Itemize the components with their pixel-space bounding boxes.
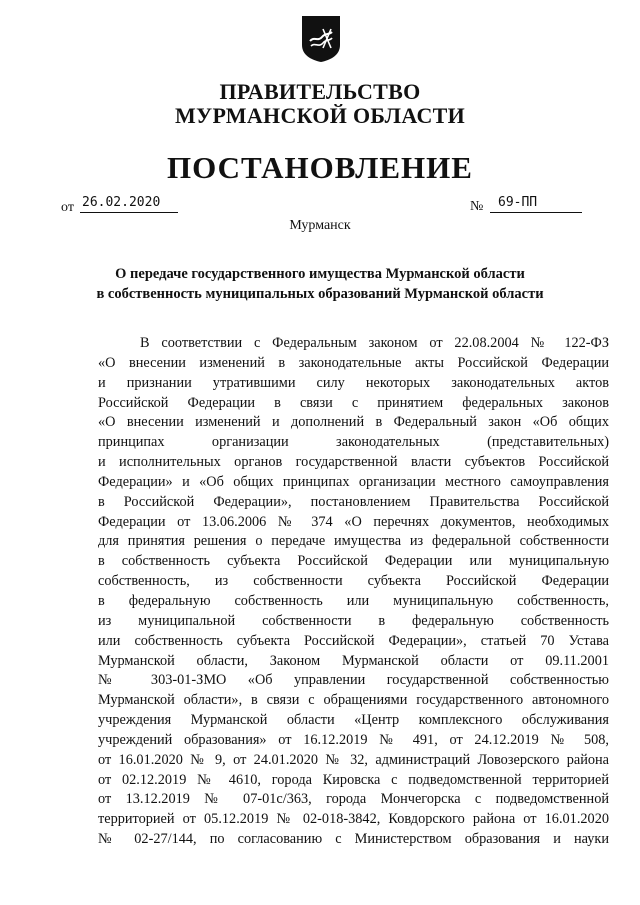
body-line: в собственность субъекта Российской Федерации или муниципальную (98, 553, 609, 570)
document-title-line2: в собственность муниципальных образований Мурманской области (96, 286, 544, 302)
document-title-line1: О передаче государственного имущества Мурманской области (115, 266, 525, 282)
body-line: от 16.01.2020 № 9, от 24.01.2020 № 32, администраций Ловозерского района (98, 751, 609, 768)
body-line: в федеральную собственность или муниципальную собственность, (98, 592, 609, 609)
coat-of-arms-emblem (301, 15, 341, 63)
body-line: или собственность субъекта Российской Федерации», статьей 70 Устава (98, 632, 609, 649)
body-line: территорией от 05.12.2019 № 02-018-3842, Ковдорского района от 16.01.2020 (98, 811, 609, 828)
city-name: Мурманск (289, 218, 351, 233)
government-name-line1: ПРАВИТЕЛЬСТВО (219, 79, 421, 104)
document-date: 26.02.2020 (80, 194, 178, 213)
body-line: «О внесении изменений и дополнений в Федеральный закон «Об общих (98, 414, 609, 431)
body-line: учреждения Мурманской области «Центр комплексного обслуживания (98, 712, 609, 729)
body-line: № 303-01-ЗМО «Об управлении государственной собственностью (98, 672, 609, 689)
body-line: Федерации» и «Об общих принципах организации местного самоуправления (98, 473, 609, 490)
body-line: Мурманской области, Законом Мурманской области от 09.11.2001 (98, 652, 609, 669)
body-line: из муниципальной собственности в федеральную собственность (98, 612, 609, 629)
body-line: для принятия решения о передаче имущества из федеральной собственности (98, 533, 609, 550)
body-line: Федерации от 13.06.2006 № 374 «О перечнях документов, необходимых (98, 513, 609, 530)
number-label: № (470, 199, 484, 214)
government-name-line2: МУРМАНСКОЙ ОБЛАСТИ (174, 103, 466, 128)
body-line: в Российской Федерации», постановлением Правительства Российской (98, 493, 609, 510)
body-line: и признании утратившими силу некоторых законодательных актов (98, 374, 609, 391)
body-line: принципах организации законодательных (представительных) (98, 434, 609, 451)
body-line: Мурманской области», в связи с обращениями государственного автономного (98, 692, 609, 709)
document-body (98, 334, 609, 850)
document-type-heading: ПОСТАНОВЛЕНИЕ (167, 150, 473, 185)
body-line: № 02-27/144, по согласованию с Министерством образования и науки (98, 831, 609, 848)
document-number: 69-ПП (490, 194, 582, 213)
body-line: собственность, из собственности субъекта Российской Федерации (98, 573, 609, 590)
body-line: и исполнительных органов государственной власти субъектов Российской (98, 454, 609, 471)
body-line: от 02.12.2019 № 4610, города Кировска с подведомственной территорией (98, 771, 609, 788)
date-label: от (61, 200, 74, 215)
body-line: «О внесении изменений в законодательные акты Российской Федерации (98, 354, 609, 371)
body-line: учреждений образования» от 16.12.2019 № 491, от 24.12.2019 № 508, (98, 731, 609, 748)
body-line: от 13.12.2019 № 07-01с/363, города Мончегорска с подведомственной (98, 791, 609, 808)
body-line: В соответствии с Федеральным законом от 22.08.2004 № 122-ФЗ (140, 335, 609, 351)
body-line: Российской Федерации в связи с принятием федеральных законов (98, 394, 609, 411)
